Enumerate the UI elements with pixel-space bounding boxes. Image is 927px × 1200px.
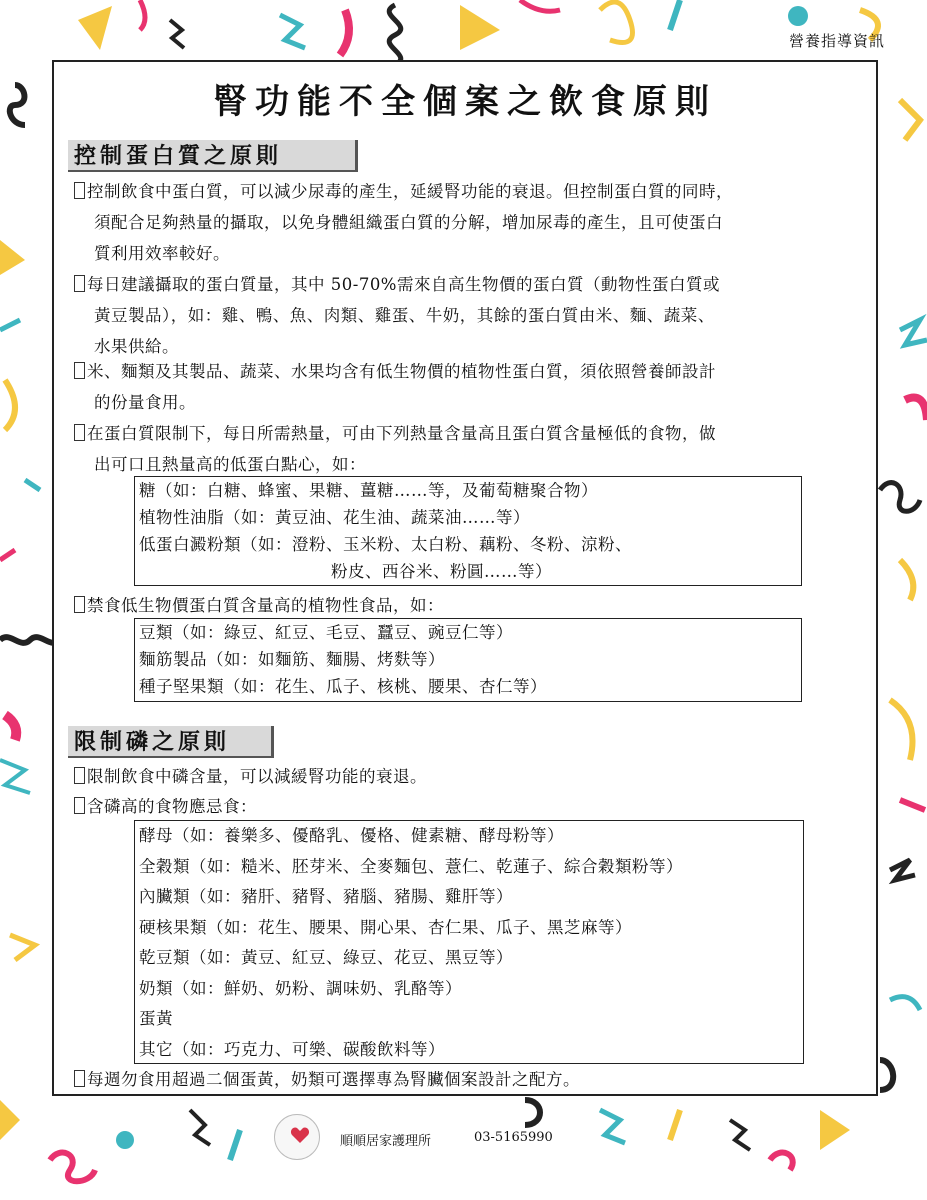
high-calorie-foods-box <box>134 476 802 586</box>
checkbox-bullet-icon <box>74 596 85 613</box>
protein-item-1: 控制飲食中蛋白質，可以減少尿毒的產生，延緩腎功能的衰退。但控制蛋白質的同時， 須配合足夠熱量的攝取，以免身體組織蛋白質的分解，增加尿毒的產生，且可使蛋白 質利用效率較好。 <box>74 176 874 269</box>
checkbox-bullet-icon <box>74 1070 85 1087</box>
protein-item-3: 米、麵類及其製品、蔬菜、水果均含有低生物價的植物性蛋白質，須依照營養師設計 的份量食用。 <box>74 356 874 418</box>
checkbox-bullet-icon <box>74 767 85 784</box>
phosphorus-item-2: 含磷高的食物應忌食： <box>74 791 874 822</box>
protein-item-2: 每日建議攝取的蛋白質量，其中 50-70%需來自高生物價的蛋白質（動物性蛋白質或 黃豆製品），如：雞、鴨、魚、肉類、雞蛋、牛奶，其餘的蛋白質由米、麵、蔬菜、 水果供給。 <box>74 269 874 362</box>
list-item: 粉皮、西谷米、粉圓……等） <box>331 562 552 581</box>
list-item: 糖（如：白糖、蜂蜜、果糖、薑糖……等，及葡萄糖聚合物） <box>139 481 598 500</box>
list-item: 種子堅果類（如：花生、瓜子、核桃、腰果、杏仁等） <box>139 677 547 696</box>
footer <box>270 1114 630 1162</box>
phosphorus-item-3: 每週勿食用超過二個蛋黃，奶類可選擇專為腎臟個案設計之配方。 <box>74 1064 874 1095</box>
clinic-logo <box>274 1114 320 1160</box>
clinic-name: 順順居家護理所 <box>340 1134 432 1149</box>
protein-section-heading: 控制蛋白質之原則 <box>68 140 358 172</box>
avoid-foods-box <box>134 618 802 702</box>
checkbox-bullet-icon <box>74 275 85 292</box>
clinic-phone: 03-5165990 <box>474 1130 553 1145</box>
list-item: 硬核果類（如：花生、腰果、開心果、杏仁果、瓜子、黑芝麻等） <box>139 917 632 937</box>
list-item: 酵母（如：養樂多、優酪乳、優格、健素糖、酵母粉等） <box>139 826 564 845</box>
list-item: 其它（如：巧克力、可樂、碳酸飲料等） <box>139 1039 445 1059</box>
list-item: 全穀類（如：糙米、胚芽米、全麥麵包、薏仁、乾蓮子、綜合穀類粉等） <box>139 856 683 876</box>
list-item: 乾豆類（如：黃豆、紅豆、綠豆、花豆、黑豆等） <box>139 948 513 967</box>
list-item: 麵筋製品（如：如麵筋、麵腸、烤麩等） <box>139 650 445 669</box>
heart-icon <box>290 1126 310 1144</box>
phosphorus-section-heading: 限制磷之原則 <box>68 726 274 758</box>
list-item: 內臟類（如：豬肝、豬腎、豬腦、豬腸、雞肝等） <box>139 887 513 906</box>
document-title: 腎功能不全個案之飲食原則 <box>213 82 717 122</box>
checkbox-bullet-icon <box>74 182 85 199</box>
content-panel <box>52 60 878 1096</box>
checkbox-bullet-icon <box>74 797 85 814</box>
list-item: 豆類（如：綠豆、紅豆、毛豆、蠶豆、豌豆仁等） <box>139 623 513 642</box>
list-item: 低蛋白澱粉類（如：澄粉、玉米粉、太白粉、藕粉、冬粉、涼粉、 <box>139 535 632 554</box>
header-label: 營養指導資訊 <box>788 32 885 50</box>
phosphorus-item-1: 限制飲食中磷含量，可以減緩腎功能的衰退。 <box>74 761 874 792</box>
list-item: 蛋黃 <box>139 1009 173 1028</box>
high-phosphorus-foods-box <box>134 820 804 1064</box>
protein-avoid-intro: 禁食低生物價蛋白質含量高的植物性食品，如： <box>74 590 874 621</box>
protein-item-4: 在蛋白質限制下，每日所需熱量，可由下列熱量含量高且蛋白質含量極低的食物，做 出可口且熱量高的低蛋白點心，如： <box>74 418 874 480</box>
list-item: 奶類（如：鮮奶、奶粉、調味奶、乳酪等） <box>139 978 462 998</box>
checkbox-bullet-icon <box>74 424 85 441</box>
list-item: 植物性油脂（如：黃豆油、花生油、蔬菜油……等） <box>139 508 530 527</box>
checkbox-bullet-icon <box>74 362 85 379</box>
